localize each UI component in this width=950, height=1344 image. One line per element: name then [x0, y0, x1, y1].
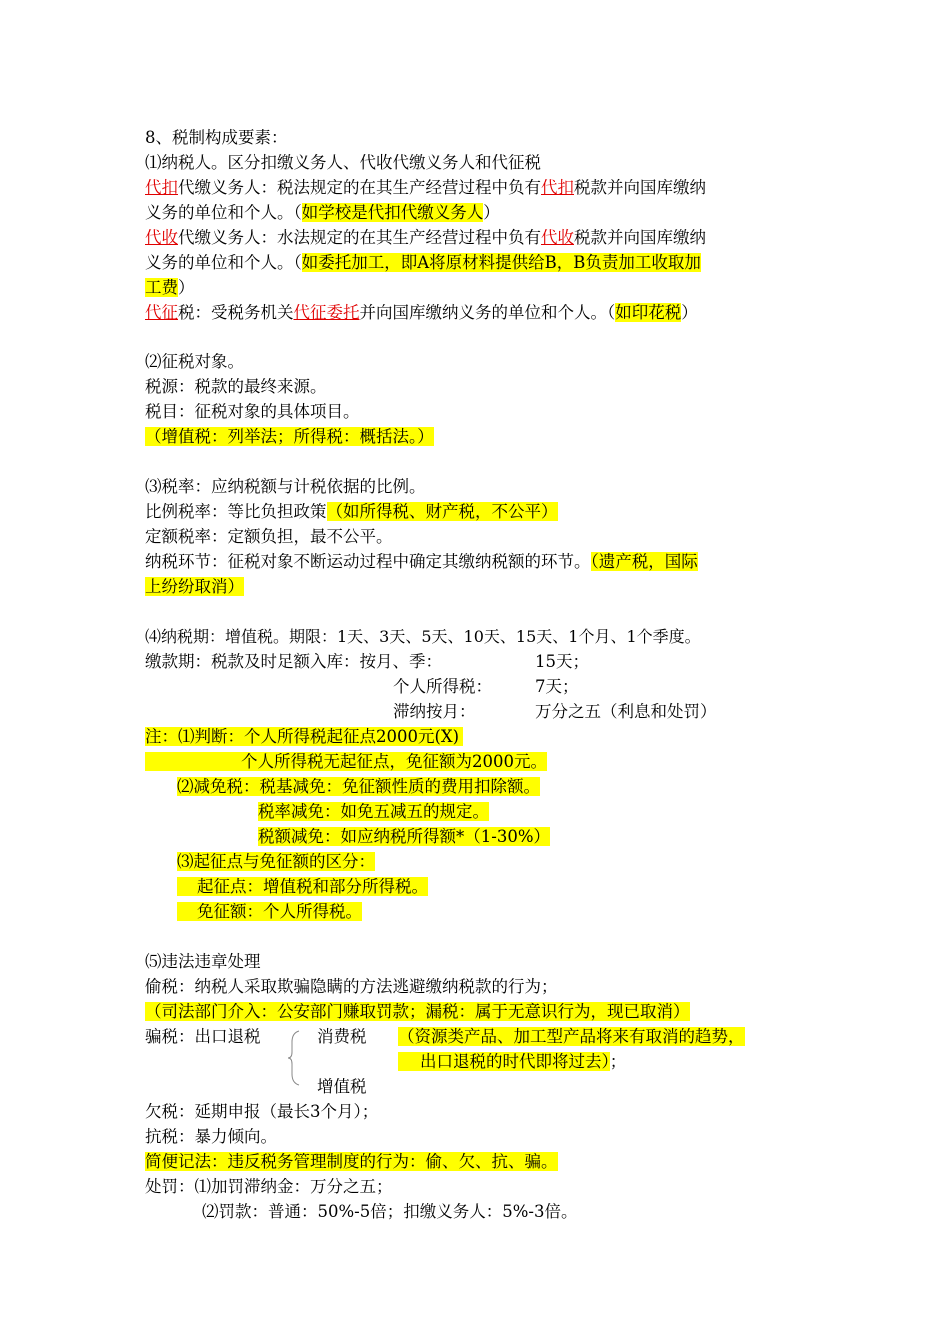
violation-line-2 — [145, 1000, 690, 1024]
period-title: ⑷纳税期：增值税。期限：1天、3天、5天、10天、15天、1个月、1个季度。 — [145, 627, 701, 646]
highlight-note: 如学校是代扣代缴义务人 — [301, 203, 484, 222]
fraud-label: 骗税：出口退税 — [145, 1027, 261, 1046]
rate-line-4 — [145, 575, 244, 599]
object-title: ⑵征税对象。 — [145, 352, 244, 371]
text: ） — [483, 203, 500, 222]
fraud-item-consumption: 消费税 — [317, 1027, 367, 1046]
note-line-4 — [258, 800, 489, 824]
rate-line-1 — [145, 500, 558, 524]
text: 义务的单位和个人。（ — [145, 203, 302, 222]
highlight-note: ⑶起征点与免征额的区分： — [177, 852, 375, 871]
highlight-note: 个人所得税无起征点，免征额为2000元。 — [145, 752, 547, 771]
fraud-note-1 — [398, 1025, 745, 1049]
period-row-1-label: 缴款期：税款及时足额入库：按月、季： — [145, 652, 442, 671]
period-row-1-value: 15天； — [535, 652, 589, 671]
rate-line-3 — [145, 550, 698, 574]
note-line-6 — [177, 850, 375, 874]
period-row-3-value: 万分之五（利息和处罚） — [535, 702, 717, 721]
violation-line-5 — [145, 1150, 558, 1174]
highlight-note: 注：⑴判断：个人所得税起征点2000元(X) — [145, 727, 463, 746]
text: 税款并向国库缴纳 — [574, 178, 706, 197]
taxpayer-title: ⑴纳税人。区分扣缴义务人、代收代缴义务人和代征税 — [145, 153, 541, 172]
agency-line — [145, 301, 698, 325]
text: 义务的单位和个人。（ — [145, 253, 302, 272]
highlight-note: 起征点：增值税和部分所得税。 — [177, 877, 428, 896]
collection-line-3 — [145, 276, 195, 300]
highlight-note: 如委托加工，即A将原材料提供给B，B负责加工收取加 — [301, 253, 701, 272]
object-line-3 — [145, 425, 434, 449]
violation-line-1: 偷税：纳税人采取欺骗隐瞒的方法逃避缴纳税款的行为； — [145, 977, 558, 996]
red-term: 代扣 — [541, 178, 574, 197]
red-term: 代征 — [145, 303, 178, 322]
note-line-8 — [177, 900, 362, 924]
highlight-note: 工费 — [145, 278, 178, 297]
period-row-2-value: 7天； — [535, 677, 579, 696]
text: 比例税率：等比负担政策 — [145, 502, 327, 521]
fraud-item-vat: 增值税 — [317, 1077, 367, 1096]
object-line-1: 税源：税款的最终来源。 — [145, 377, 327, 396]
collection-line-1 — [145, 226, 706, 250]
highlight-note: （增值税：列举法；所得税：概括法。） — [145, 427, 434, 446]
red-term: 代扣 — [145, 178, 178, 197]
highlight-note: 简便记法：违反税务管理制度的行为：偷、欠、抗、骗。 — [145, 1152, 558, 1171]
red-term: 代征委托 — [293, 303, 360, 322]
text: 代缴义务人：税法规定的在其生产经营过程中负有 — [178, 178, 541, 197]
text: 纳税环节：征税对象不断运动过程中确定其缴纳税额的环节。 — [145, 552, 591, 571]
note-line-3 — [177, 775, 540, 799]
highlight-note: 出口退税的时代即将过去） — [398, 1052, 610, 1071]
violation-title: ⑸违法违章处理 — [145, 952, 261, 971]
text: 代缴义务人：水法规定的在其生产经营过程中负有 — [178, 228, 541, 247]
highlight-note: 税额减免：如应纳税所得额*（1-30%） — [258, 827, 550, 846]
period-row-2-label: 个人所得税： — [393, 677, 492, 696]
red-term: 代收 — [145, 228, 178, 247]
brace-icon — [287, 1030, 301, 1086]
text: 并向国库缴纳义务的单位和个人。（ — [359, 303, 616, 322]
text: ） — [681, 303, 698, 322]
withholding-line-2 — [145, 201, 500, 225]
rate-line-2: 定额税率：定额负担，最不公平。 — [145, 527, 393, 546]
text: ） — [178, 278, 195, 297]
object-line-2: 税目：征税对象的具体项目。 — [145, 402, 360, 421]
section-heading: 8、税制构成要素： — [145, 128, 288, 147]
note-line-2 — [145, 750, 547, 774]
red-term: 代收 — [541, 228, 574, 247]
highlight-note: 如印花税 — [615, 303, 682, 322]
text: 税：受税务机关 — [178, 303, 294, 322]
highlight-note: ⑵减免税：税基减免：免征额性质的费用扣除额。 — [177, 777, 540, 796]
text: ； — [609, 1052, 627, 1071]
violation-line-4: 抗税：暴力倾向。 — [145, 1127, 277, 1146]
highlight-note: 税率减免：如免五减五的规定。 — [258, 802, 489, 821]
fraud-note-2 — [398, 1050, 626, 1074]
highlight-note: （资源类产品、加工型产品将来有取消的趋势， — [398, 1027, 745, 1046]
text: 税款并向国库缴纳 — [574, 228, 706, 247]
highlight-note: （遗产税，国际 — [590, 552, 698, 571]
note-line-5 — [258, 825, 550, 849]
collection-line-2 — [145, 251, 701, 275]
violation-line-7: ⑵罚款：普通：50%-5倍；扣缴义务人：5%-3倍。 — [202, 1202, 578, 1221]
highlight-note: （司法部门介入：公安部门赚取罚款；漏税：属于无意识行为，现已取消） — [145, 1002, 690, 1021]
period-row-3-label: 滞纳按月： — [393, 702, 476, 721]
withholding-line-1 — [145, 176, 706, 200]
highlight-note: 免征额：个人所得税。 — [177, 902, 362, 921]
violation-line-3: 欠税：延期申报（最长3个月）； — [145, 1102, 379, 1121]
note-line-7 — [177, 875, 428, 899]
violation-line-6: 处罚：⑴加罚滞纳金：万分之五； — [145, 1177, 393, 1196]
highlight-note: （如所得税、财产税，不公平） — [326, 502, 558, 521]
highlight-note: 上纷纷取消） — [145, 577, 244, 596]
rate-title: ⑶税率：应纳税额与计税依据的比例。 — [145, 477, 426, 496]
note-line-1 — [145, 725, 463, 749]
